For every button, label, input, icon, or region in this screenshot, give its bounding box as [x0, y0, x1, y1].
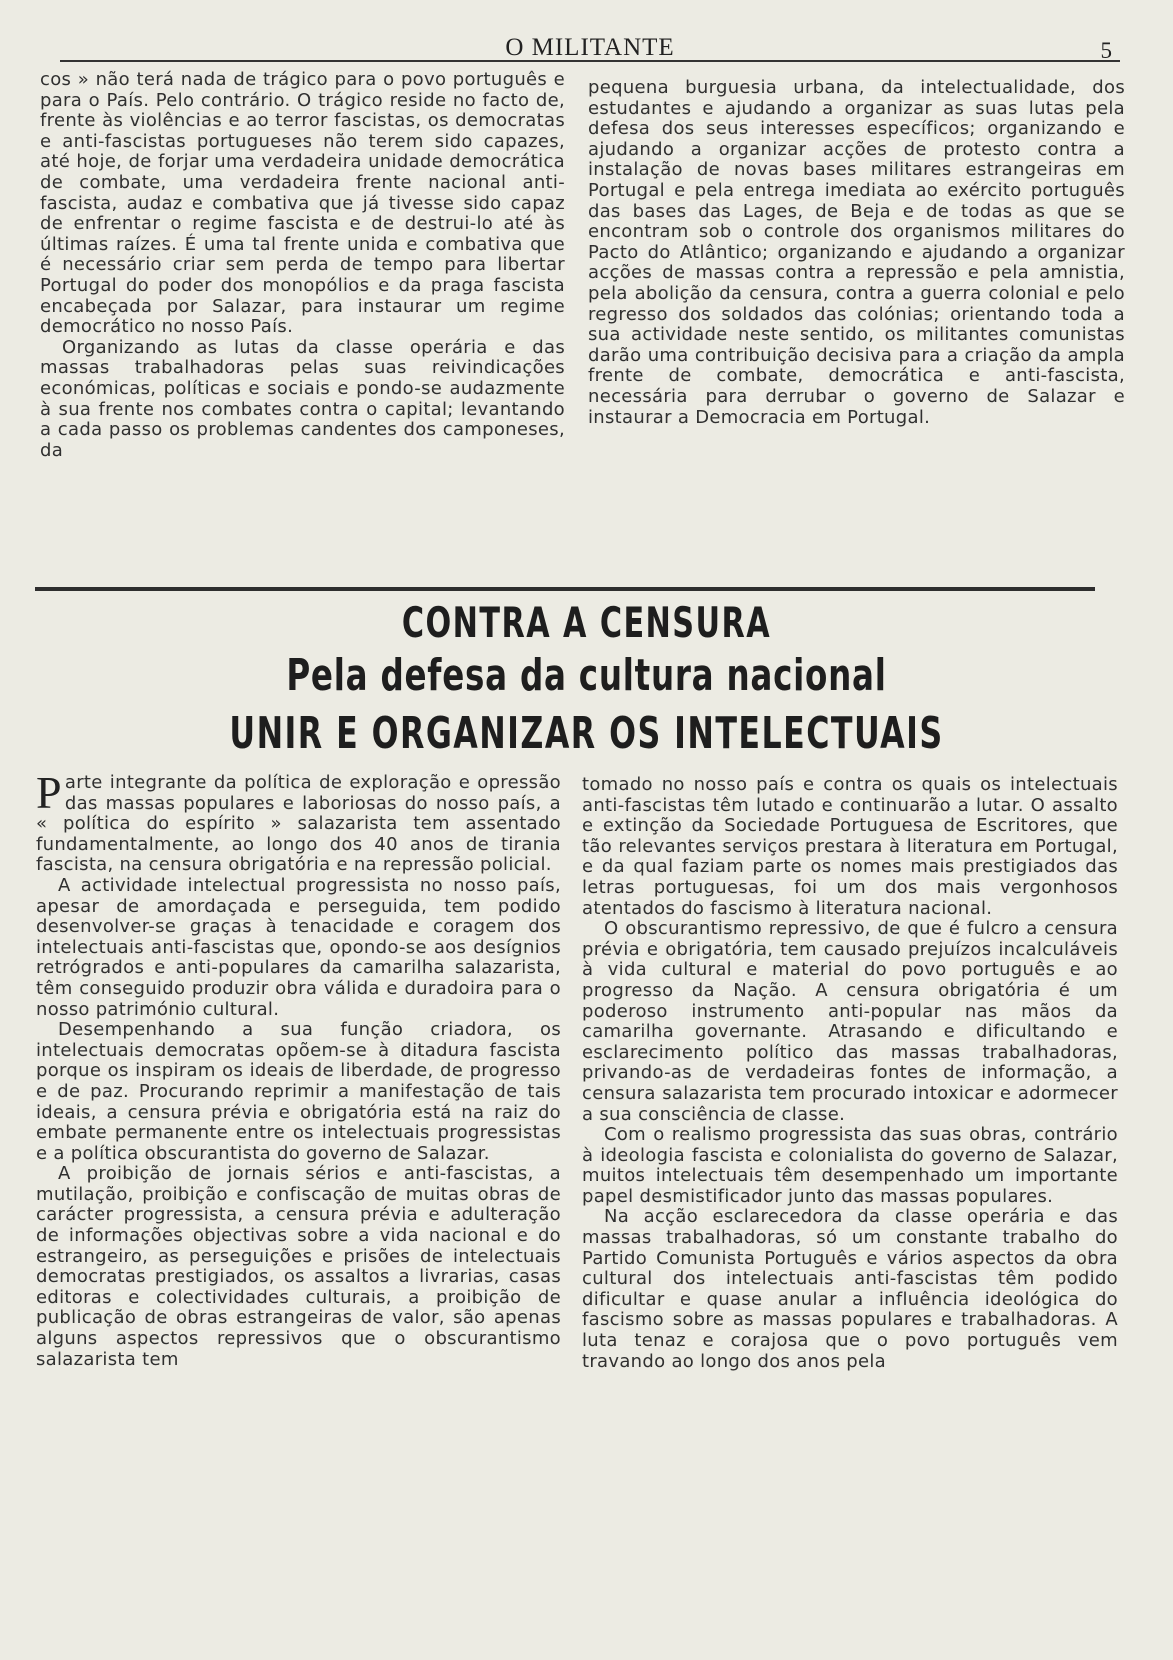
- paragraph: cos » não terá nada de trágico para o povo português e para o País. Pelo contrário. O trágico reside no facto de, frente às violências e ao terror fascistas, os democratas e anti-fascistas portugueses não terem sido capazes, até hoje, de forjar uma verdadeira unidade democrática de combate, uma verdadeira frente nacional anti-fascista, audaz e combativa que já tivesse sido capaz de enfrentar o regime fascista e de destrui-lo até às últimas raízes. É uma tal frente unida e combativa que é necessário criar sem perda de tempo para libertar Portugal do poder dos monopólios e da praga fascista encabeçada por Salazar, para instaurar um regime democrático no nosso País.: [40, 69, 565, 338]
- paragraph: Desempenhando a sua função criadora, os intelectuais democratas opõem-se à ditadura fascista porque os inspiram os ideais de liberdade, de progresso e de paz. Procurando reprimir a manifestação de tais ideais, a censura prévia e obrigatória está na raiz do embate permanente entre os intelectuais progressistas e a política obscurantista do governo de Salazar.: [36, 1019, 561, 1164]
- paragraph: Organizando as lutas da classe operária e das massas trabalhadoras pelas suas reivindicações económicas, políticas e sociais e pondo-se audazmente à sua frente nos combates contra o capital; levantando a cada passo os problemas candentes dos camponeses, da: [40, 336, 565, 461]
- paragraph: O obscurantismo repressivo, de que é fulcro a censura prévia e obrigatória, tem causado prejuízos incalculáveis à vida cultural e material do povo português e ao progresso da Nação. A censura obrigatória é um poderoso instrumento anti-popular nas mãos da camarilha governante. Atrasando e dificultando e esclarecimento político das massas trabalhadoras, privando-as de verdadeiras fontes de informação, a censura salazarista tem procurado intoxicar e adormecer a sua consciência de classe.: [582, 918, 1118, 1125]
- paragraph: Com o realismo progressista das suas obras, contrário à ideologia fascista e colonialista do governo de Salazar, muitos intelectuais têm desempenhado um importante papel desmistificador junto das massas populares.: [582, 1124, 1118, 1207]
- paragraph: [36, 767, 561, 876]
- paragraph: A actividade intelectual progressista no nosso país, apesar de amordaçada e perseguida, tem podido desenvolver-se graças à tenacidade e coragem dos intelectuais anti-fascistas que, opondo-se aos desígnios retrógrados e anti-populares da camarilha salazarista, têm conseguido produzir obra válida e duradoira para o nosso património cultural.: [36, 874, 561, 1020]
- top-right-column: [588, 78, 1125, 428]
- bottom-left-column: [36, 767, 561, 1370]
- section-divider: [35, 587, 1095, 591]
- drop-cap: P: [36, 767, 62, 818]
- page-number: 5: [1100, 38, 1112, 63]
- paragraph: tomado no nosso país e contra os quais os intelectuais anti-fascistas têm lutado e continuarão a lutar. O assalto e extinção da Sociedade Portuguesa de Escritores, que tão relevantes serviços prestara à literatura em Portugal, e da qual faziam parte os nomes mais prestigiados das letras portuguesas, foi um dos mais vergonhosos atentados do fascismo à literatura nacional.: [582, 774, 1118, 919]
- masthead-title: O MILITANTE: [505, 34, 675, 61]
- headline-third: UNIR E ORGANIZAR OS INTELECTUAIS: [229, 708, 944, 759]
- bottom-right-column: [582, 775, 1118, 1372]
- paragraph: A proibição de jornais sérios e anti-fascistas, a mutilação, proibição e confiscação de muitas obras de carácter progressista, a censura prévia e adulteração de informações objectivas sobre a vida nacional e do estrangeiro, as perseguições e prisões de intelectuais democratas prestigiados, os assaltos a livrarias, casas editoras e colectividades culturais, a proibição de publicação de obras estrangeiras de valor, são apenas alguns aspectos repressivos que o obscurantismo salazarista tem: [36, 1163, 561, 1370]
- paragraph-text: arte integrante da política de exploração e opressão das massas populares e laboriosas do nosso país, a « política do espírito » salazarista tem assentado fundamentalmente, ao longo dos 40 anos de tirania fascista, na censura obrigatória e na repressão policial.: [36, 772, 561, 876]
- header-rule: [60, 60, 1120, 62]
- paragraph: pequena burguesia urbana, da intelectualidade, dos estudantes e ajudando a organizar as suas lutas pela defesa dos seus interesses específicos; organizando e ajudando a organizar acções de protesto contra a instalação de novas bases militares estrangeiras em Portugal e pela entrega imediata ao exército português das bases das Lages, de Beja e de todas as que se encontram sob o controle dos organismos militares do Pacto do Atlântico; organizando e ajudando a organizar acções de massas contra a repressão e pela amnistia, pela abolição da censura, contra a guerra colonial e pelo regresso dos soldados das colónias; orientando toda a sua actividade neste sentido, os militantes comunistas darão uma contribuição decisiva para a criação da ampla frente de combate, democrática e anti-fascista, necessária para derrubar o governo de Salazar e instaurar a Democracia em Portugal.: [588, 77, 1125, 428]
- headline-sub: Pela defesa da cultura nacional: [286, 650, 887, 701]
- top-left-column: [40, 70, 565, 461]
- headline-main: CONTRA A CENSURA: [401, 598, 772, 647]
- paragraph: Na acção esclarecedora da classe operária e das massas trabalhadoras, só um constante trabalho do Partido Comunista Português e vários aspectos da obra cultural dos intelectuais anti-fascistas têm podido dificultar e quase anular a influência ideológica do fascismo sobre as massas populares e trabalhadoras. A luta tenaz e corajosa que o povo português vem travando ao longo dos anos pela: [582, 1206, 1118, 1372]
